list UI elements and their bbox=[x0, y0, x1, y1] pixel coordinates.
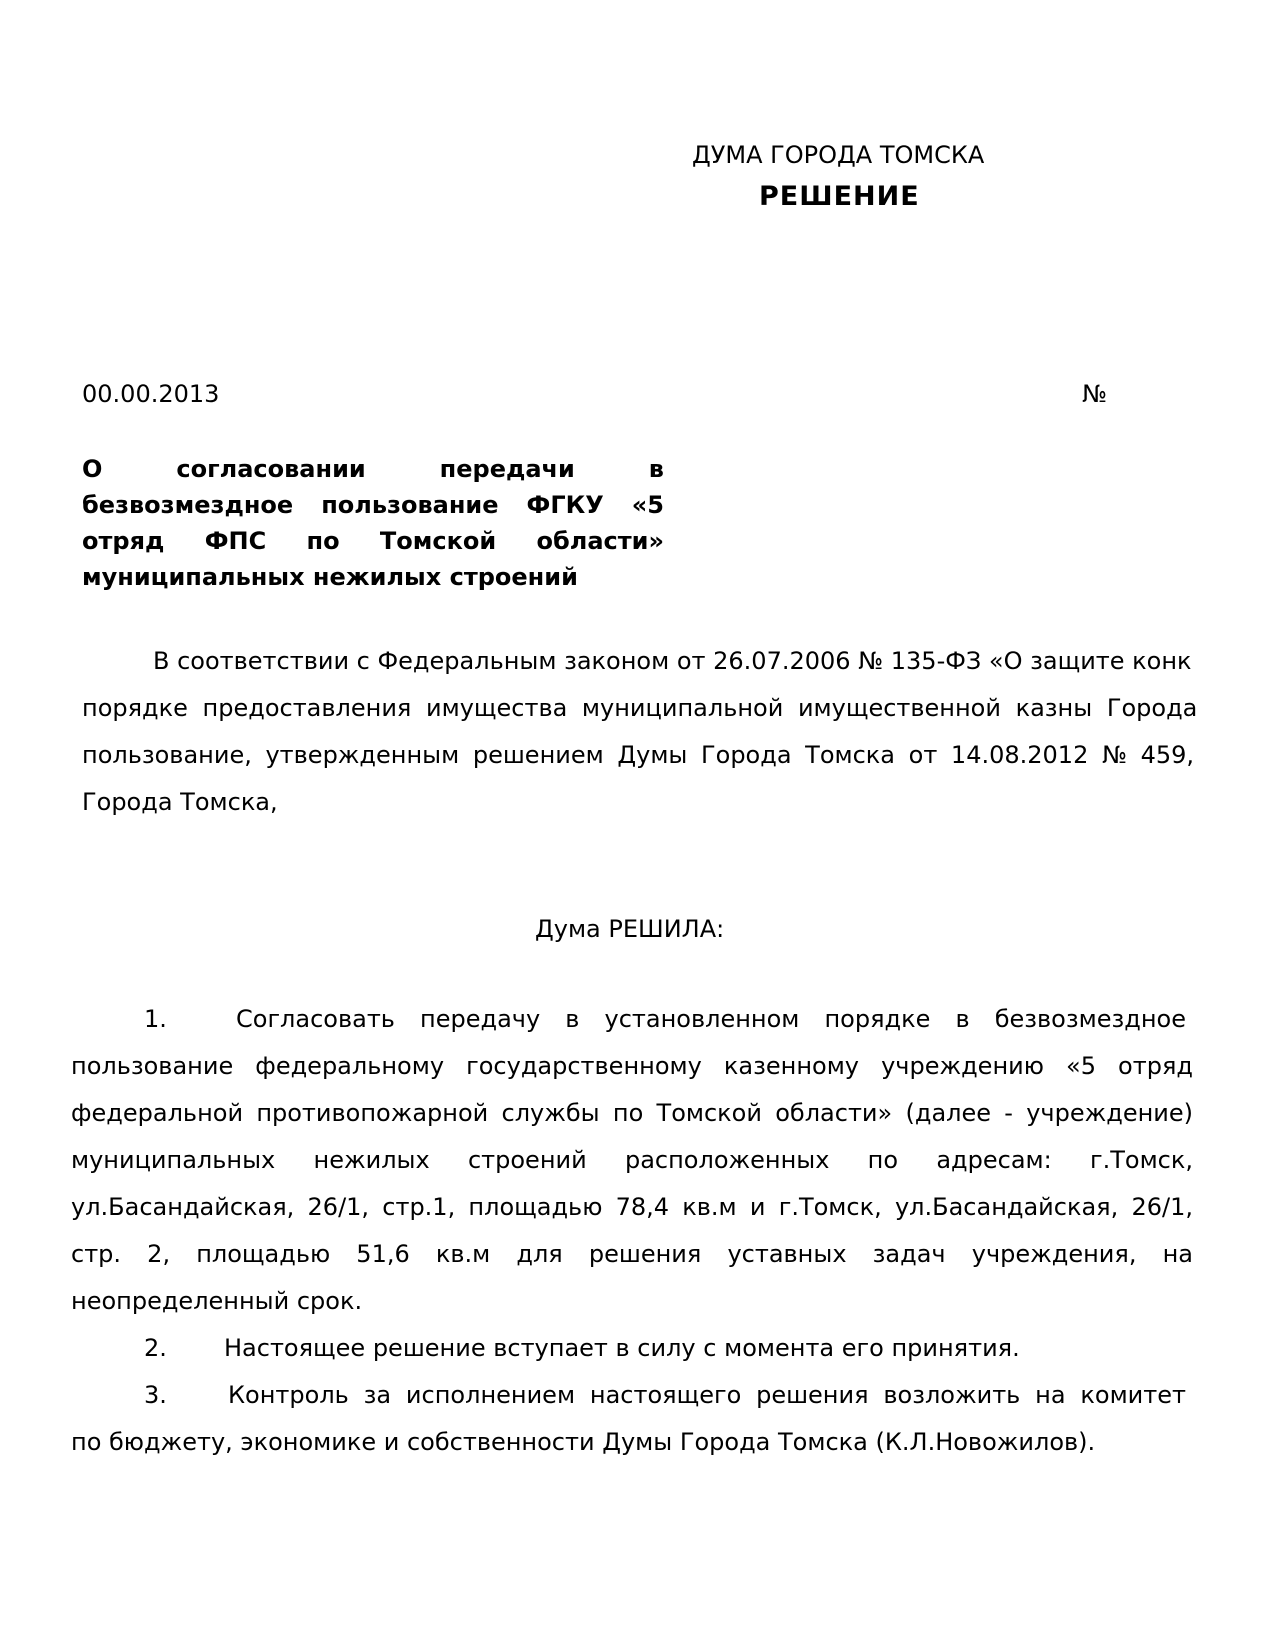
item-line: Контроль за исполнением настоящего решения возложить на комитет bbox=[228, 1381, 1186, 1409]
item-line: по бюджету, экономике и собственности Думы Города Томска (К.Л.Новожилов). bbox=[71, 1428, 1096, 1456]
item-number: 3. bbox=[144, 1381, 167, 1409]
item-line: Настоящее решение вступает в силу с момента его принятия. bbox=[224, 1334, 1020, 1362]
item-number: 1. bbox=[144, 1005, 167, 1033]
document-type-title: РЕШЕНИЕ bbox=[759, 181, 920, 212]
subject-line: муниципальных нежилых строений bbox=[82, 563, 578, 591]
item-line: пользование федеральному государственному казенному учреждению «5 отряд bbox=[71, 1052, 1193, 1080]
item-line: муниципальных нежилых строений расположенных по адресам: г.Томск, bbox=[71, 1146, 1193, 1174]
preamble-line: В соответствии с Федеральным законом от 26.07.2006 № 135-ФЗ «О защите конк bbox=[153, 647, 1192, 675]
item-line: ул.Басандайская, 26/1, стр.1, площадью 78,4 кв.м и г.Томск, ул.Басандайская, 26/1, bbox=[71, 1193, 1193, 1221]
item-line: Согласовать передачу в установленном порядке в безвозмездное bbox=[236, 1005, 1186, 1033]
item-line: стр. 2, площадью 51,6 кв.м для решения уставных задач учреждения, на bbox=[71, 1240, 1193, 1268]
subject-line: безвозмездное пользование ФГКУ «5 bbox=[82, 491, 664, 519]
decided-heading: Дума РЕШИЛА: bbox=[535, 915, 725, 943]
document-number-label: № bbox=[1082, 380, 1107, 408]
preamble-line: Города Томска, bbox=[82, 788, 278, 816]
item-line: федеральной противопожарной службы по Томской области» (далее - учреждение) bbox=[71, 1099, 1193, 1127]
item-line: неопределенный срок. bbox=[71, 1287, 363, 1315]
organization-name: ДУМА ГОРОДА ТОМСКА bbox=[692, 141, 985, 169]
document-date: 00.00.2013 bbox=[82, 380, 220, 408]
preamble-line: порядке предоставления имущества муниципальной имущественной казны Города bbox=[82, 694, 1198, 722]
preamble-line: пользование, утвержденным решением Думы Города Томска от 14.08.2012 № 459, bbox=[82, 741, 1195, 769]
item-number: 2. bbox=[144, 1334, 167, 1362]
subject-line: отряд ФПС по Томской области» bbox=[82, 527, 664, 555]
subject-line: О согласовании передачи в bbox=[82, 455, 664, 483]
